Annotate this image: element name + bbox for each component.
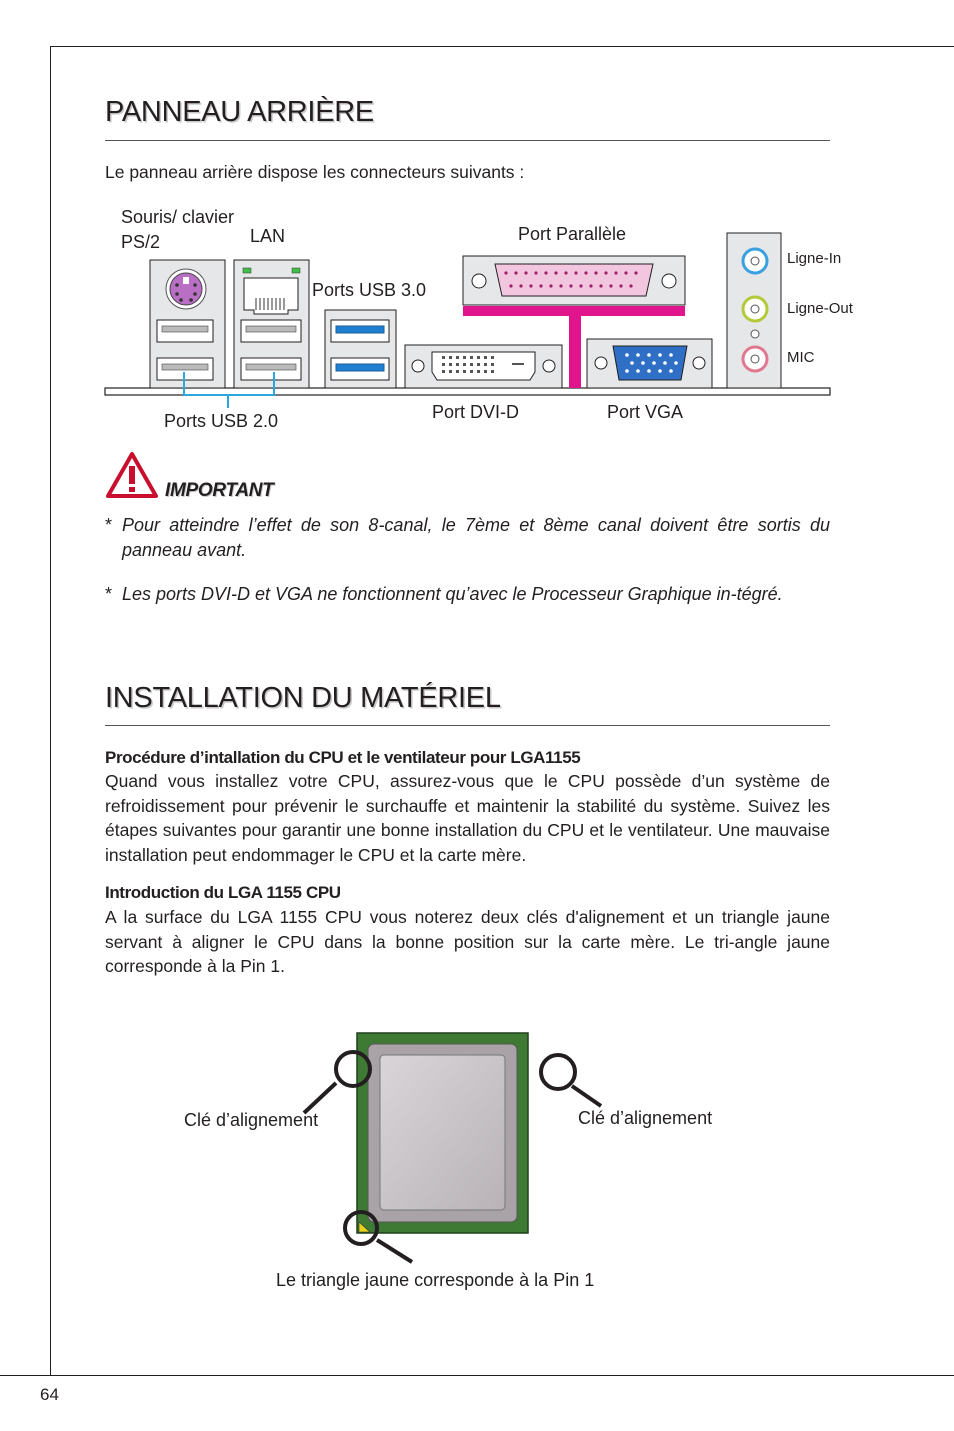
lan-port-icon <box>244 278 298 314</box>
label-ps2-line1: Souris/ clavier <box>121 207 235 227</box>
note-text: Pour atteindre l’effet de son 8-canal, le 7ème et 8ème canal doivent être sortis du panneau avant. <box>122 515 830 560</box>
rear-panel-diagram <box>0 0 954 440</box>
section-title-installation: INSTALLATION DU MATÉRIEL <box>105 682 501 714</box>
magnifier-handle <box>377 1240 412 1262</box>
lga1155-intro-heading: Introduction du LGA 1155 CPU <box>105 883 341 902</box>
cpu-figure <box>0 1020 954 1270</box>
magnifier-handle <box>572 1086 601 1106</box>
label-vga: Port VGA <box>607 402 684 422</box>
usb3-stack <box>325 310 396 388</box>
note-text: Les ports DVI-D et VGA ne fonctionnent qu’avec le Processeur Graphique in-tégré. <box>122 584 783 604</box>
label-usb3: Ports USB 3.0 <box>312 280 427 300</box>
cpu-procedure-text: Quand vous installez votre CPU, assurez-vous que le CPU possède d’un système de refroidissement pour prévenir le surchauffe et maintenir la stabilité du système. Suivez les étapes suivantes pour garantir une bonne installation du CPU et le ventilateur. Une mauvaise installation peut endommager le CPU et la carte mère. <box>105 771 830 865</box>
important-note <box>105 582 830 607</box>
lga1155-intro-text: A la surface du LGA 1155 CPU vous noterez deux clés d'alignement et un triangle jaune servant à aligner le CPU dans la bonne position sur la carte mère. Le tri-angle jaune corresponde à la Pin 1. <box>105 907 830 976</box>
magnifier-key-right-icon <box>541 1055 575 1089</box>
cpu-heatspreader <box>380 1055 505 1210</box>
note-bullet: * <box>105 515 113 535</box>
label-dvi: Port DVI-D <box>432 402 520 422</box>
label-alignment-key-right: Clé d’alignement <box>578 1108 713 1128</box>
magnifier-handle <box>304 1083 336 1113</box>
important-label: IMPORTANT <box>165 480 274 501</box>
label-usb2: Ports USB 2.0 <box>164 411 279 431</box>
vga-port-icon <box>587 339 712 388</box>
label-alignment-key-left: Clé d’alignement <box>184 1110 319 1130</box>
label-mic: MIC <box>787 349 815 366</box>
warning-icon <box>106 452 158 498</box>
ps2-usb-stack <box>150 260 225 388</box>
label-parallel: Port Parallèle <box>518 224 627 244</box>
dvi-port-icon <box>405 345 562 388</box>
label-ps2-line2: PS/2 <box>121 232 161 252</box>
audio-jacks <box>727 233 781 388</box>
label-pin1: Le triangle jaune corresponde à la Pin 1 <box>276 1270 595 1290</box>
section-rule <box>105 725 830 726</box>
cpu-procedure-heading: Procédure d’intallation du CPU et le ventilateur pour LGA1155 <box>105 748 581 767</box>
rear-panel-intro: Le panneau arrière dispose les connecteurs suivants : <box>105 162 525 182</box>
label-lan: LAN <box>250 226 286 246</box>
page-frame-bottom <box>0 1375 954 1376</box>
page-number: 64 <box>40 1385 59 1404</box>
label-line-out: Ligne-Out <box>787 300 853 317</box>
lan-usb-stack <box>234 260 309 388</box>
label-line-in: Ligne-In <box>787 250 842 267</box>
important-note <box>105 513 830 562</box>
section-title-rear-panel: PANNEAU ARRIÈRE <box>105 96 374 128</box>
note-bullet: * <box>105 584 113 604</box>
parallel-port-icon <box>463 256 685 305</box>
io-plate-baseline <box>105 388 830 395</box>
